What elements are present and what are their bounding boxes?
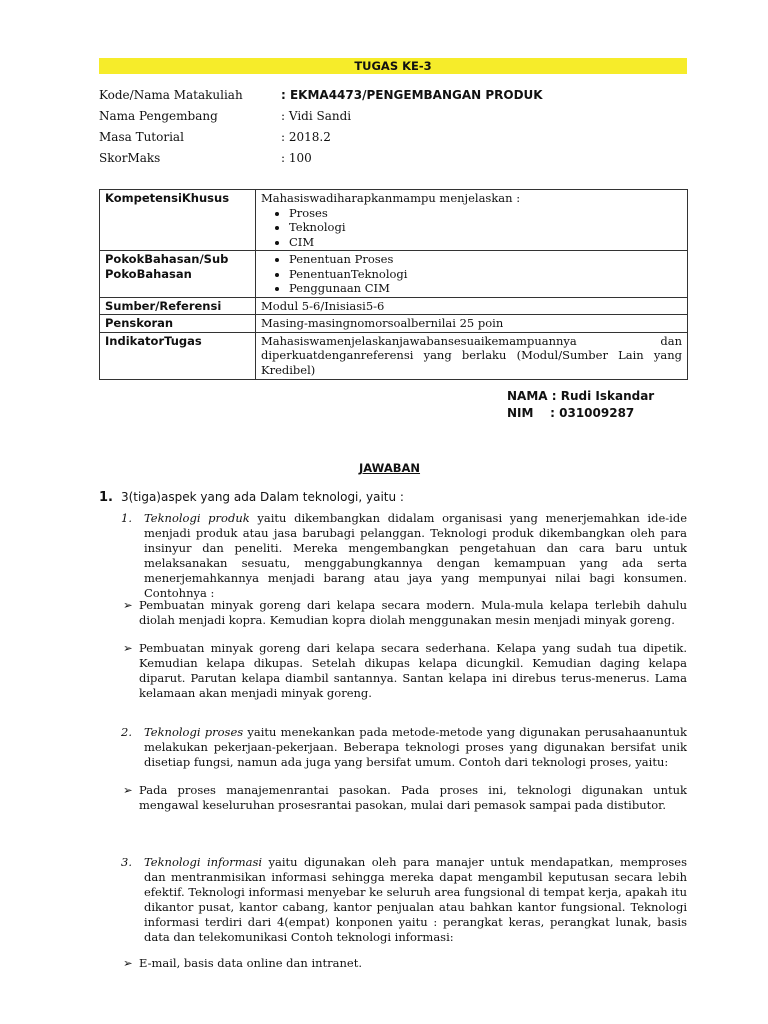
penskoran-label: Penskoran (100, 315, 256, 333)
table-row (100, 251, 688, 298)
arrow-bullet-icon: ➢ (123, 783, 133, 797)
info-label: Nama Pengembang (99, 109, 218, 123)
answer-text: yaitu dikembangkan didalam organisasi yang menerjemahkan ide-ide menjadi produk atau jasa barubagi pelanggan. Teknologi produk dikembangkan oleh para insinyur dan peneliti. Mereka mengembangkan pengetahuan dan cara baru untuk melaksanakan sesuatu, menggabungkannya dengan kemampuan yang ada serta menerjemahkannya menjadi barang atau jaya yang mempunyai nilai bagi konsumen. Contohnya : (144, 511, 688, 601)
table-row (100, 332, 688, 380)
answer-paragraph (144, 725, 687, 770)
answer-paragraph (144, 511, 687, 602)
info-value: : 100 (281, 151, 312, 165)
list-item: • Proses (289, 206, 682, 221)
info-label: Masa Tutorial (99, 130, 184, 144)
arrow-bullet-icon: ➢ (123, 641, 133, 655)
info-value: : Vidi Sandi (281, 109, 352, 123)
list-item: • Penentuan Proses (289, 252, 682, 267)
list-item: • Penggunaan CIM (289, 281, 682, 296)
question-1 (99, 490, 404, 505)
answer-number: 2. (121, 725, 132, 739)
answer-paragraph (144, 855, 687, 946)
pokok-label (100, 251, 256, 298)
table-row (100, 297, 688, 315)
jawaban-heading: JAWABAN (359, 461, 421, 475)
kompetensi-label: KompetensiKhusus (100, 190, 256, 251)
sumber-value: Modul 5-6/Inisiasi5-6 (256, 297, 688, 315)
pokok-cell (256, 251, 688, 298)
indikator-label: IndikatorTugas (100, 332, 256, 380)
table-row (100, 190, 688, 251)
info-value: : EKMA4473/PENGEMBANGAN PRODUK (281, 88, 543, 102)
kompetensi-cell (256, 190, 688, 251)
answer-term: Teknologi informasi (144, 855, 263, 869)
student-nim: NIM : 031009287 (507, 406, 635, 420)
competency-table (99, 189, 688, 380)
info-value: : 2018.2 (281, 130, 331, 144)
answer-term: Teknologi proses (144, 725, 244, 739)
question-number: 1. (99, 490, 113, 505)
list-item: • CIM (289, 235, 682, 250)
sumber-label: Sumber/Referensi (100, 297, 256, 315)
table-row (100, 315, 688, 333)
answer-bullet: Pembuatan minyak goreng dari kelapa secara sederhana. Kelapa yang sudah tua dipetik. Kemudian kelapa dikupas. Setelah dikupas kelapa dicungkil. Kemudian daging kelapa diparut. Parutan kelapa diambil santannya. Santan kelapa ini direbus terus-menerus. Lama kelamaan akan menjadi minyak goreng. (139, 641, 687, 701)
info-label: Kode/Nama Matakuliah (99, 88, 243, 102)
list-item: • Teknologi (289, 220, 682, 235)
kompetensi-intro: Mahasiswadiharapkanmampu menjelaskan : (261, 191, 521, 205)
answer-text: yaitu menekankan pada metode-metode yang digunakan perusahaanuntuk melakukan pekerjaan-pekerjaan. Beberapa teknologi proses yang digunakan bersifat unik disetiap fungsi, namun ada juga yang bersifat umum. Contoh dari teknologi proses, yaitu: (144, 725, 687, 770)
answer-bullet: Pembuatan minyak goreng dari kelapa secara modern. Mula-mula kelapa terlebih dahulu diolah menjadi kopra. Kemudian kopra diolah menggunakan mesin menjadi minyak goreng. (139, 598, 687, 628)
pokok-label-line1: PokokBahasan/Sub (105, 252, 229, 266)
arrow-bullet-icon: ➢ (123, 598, 133, 612)
indikator-value: Mahasiswamenjelaskanjawabansesuaikemampuannya dan diperkuatdenganreferensi yang berlaku (Modul/Sumber Lain yang Kredibel) (256, 332, 688, 380)
answer-text: yaitu digunakan oleh para manajer untuk mendapatkan, memproses dan mentranmisikan informasi sehingga mereka dapat mengambil keputusan secara lebih efektif. Teknologi informasi menyebar ke seluruh area fungsional di tempat kerja, apakah itu dikantor pusat, kantor cabang, kantor penjualan atau bahkan kantor fungsional. Teknologi informasi terdiri dari 4(empat) konponen yaitu : perangkat keras, perangkat lunak, basis data dan telekomunikasi Contoh teknologi informasi: (144, 855, 688, 945)
pokok-label-line2: PokoBahasan (105, 266, 192, 281)
answer-number: 3. (121, 855, 132, 869)
answer-bullet: Pada proses manajemenrantai pasokan. Pada proses ini, teknologi digunakan untuk mengawal keseluruhan prosesrantai pasokan, mulai dari pemasok sampai pada distibutor. (139, 783, 687, 813)
student-name: NAMA : Rudi Iskandar (507, 389, 655, 403)
penskoran-value: Masing-masingnomorsoalbernilai 25 poin (256, 315, 688, 333)
assignment-title: TUGAS KE-3 (99, 58, 687, 74)
question-text: 3(tiga)aspek yang ada Dalam teknologi, yaitu : (120, 490, 404, 504)
answer-number: 1. (121, 511, 132, 525)
info-label: SkorMaks (99, 151, 161, 165)
answer-term: Teknologi produk (144, 511, 250, 525)
arrow-bullet-icon: ➢ (123, 956, 133, 970)
list-item: • PenentuanTeknologi (289, 267, 682, 282)
answer-bullet: E-mail, basis data online dan intranet. (139, 956, 363, 970)
